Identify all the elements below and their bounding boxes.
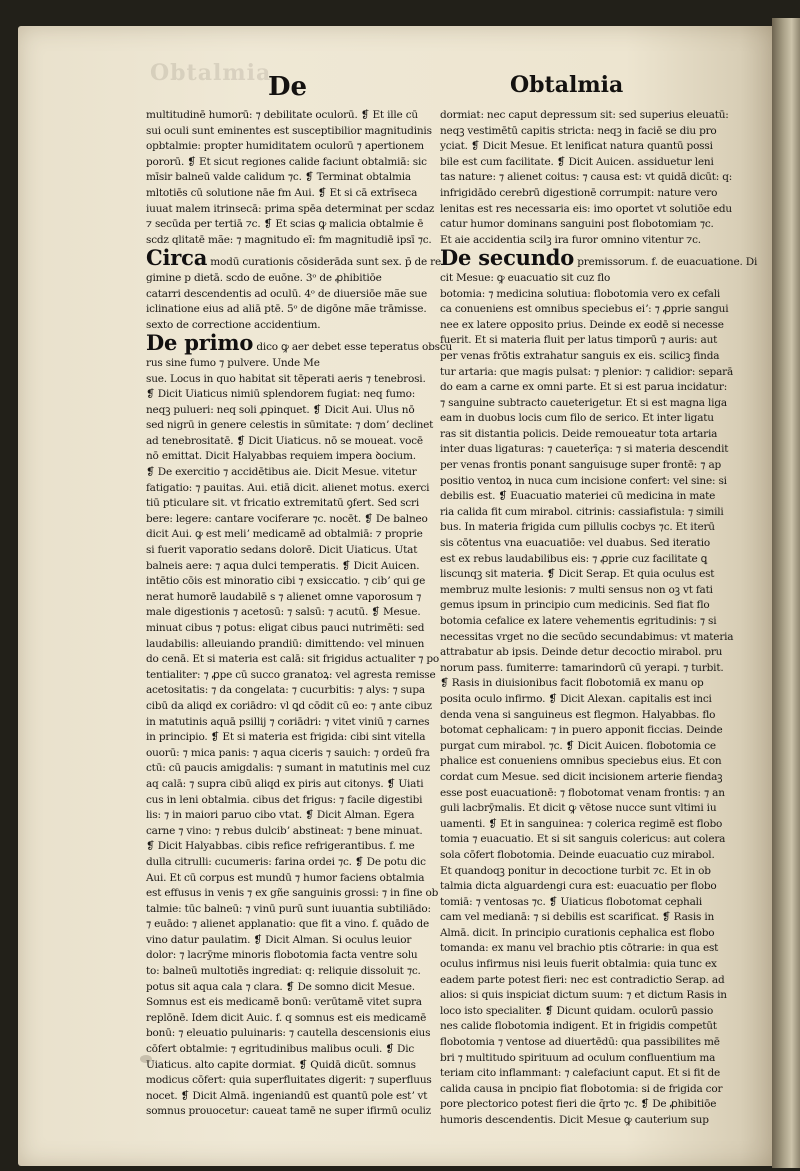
text-line: humoris descendentis. Dicit Mesue ꝙ cauterium sup [440,1114,709,1126]
text-line: ⁊ secūda per tertiā ⁊c. ❡ Et scias ꝙ malicia obtalmie ē [146,218,424,231]
text-line: cōfert obtalmie: ⁊ egritudinibus malibus oculi. ❡ Dic [146,1043,415,1056]
text-line: membruz multe lesionis: ⁊ multi sensus non oꝫ vt fati [440,583,713,596]
text-line: necessitas vrget no die secūdo secundabimus: vt materia [440,630,734,643]
text-line: male digestionis ⁊ acetosū: ⁊ salsū: ⁊ acutū. ❡ Mesue. [146,606,421,619]
text-line: mltotiēs cū solutione nāe fm Aui. ❡ Et si cā extrīseca [146,186,418,199]
text-line: per venas frontis ponant sanguisuge super frontē: ⁊ ap [440,459,722,472]
text-line: eadem parte potest fieri: nec est contradictio Serap. ad [440,973,725,986]
text-line: Et quandoqꝫ ponitur in decoctione turbit ⁊c. Et in ob [440,864,711,877]
text-line: positio ventoꝝ in nuca cum incisione confert: vel sine: si [440,474,727,487]
text-line: tas nature: ⁊ alienet coitus: ⁊ causa est: vt quidā dicūt: q: [440,171,733,184]
text-line: ❡ Dicit Halyabbas. cibis refice refrigerantibus. f. me [146,840,415,853]
text-line: ❡ De exercitio ⁊ accidētibus aie. Dicit Mesue. vitetur [146,466,417,479]
text-line: si fuerit vaporatio sedans dolorē. Dicit Uiaticus. Utat [146,544,418,557]
text-line: scdz qlitatē mãe: ⁊ magnitudo eī: fm magnitudiē ipsī ⁊c. [146,233,432,246]
running-header-left: De [268,72,308,102]
text-line: do eam a carne ex omni parte. Et si est parua incidatur: [440,381,728,394]
text-line: lis: ⁊ in maiori paruo cibo vtat. ❡ Dicit Alman. Egera [146,809,415,822]
text-line: lenitas est res necessaria eis: imo oportet vt solutiōe edu [440,202,732,215]
text-line: cordat cum Mesue. sed dicit incisionem arterie fiendaꝫ [440,770,723,783]
text-line: tur artaria: que magis pulsat: ⁊ plenior: ⁊ calidior: separā [440,365,734,378]
text-line: dicit Aui. ꝙ est meliʼ medicamē ad obtalmiā: ⁊ proprie [146,528,423,541]
text-line: cibū da aliqd ex coriādro: vl ꝗd cōdit cū eo: ⁊ ante cibuz [146,699,432,712]
text-line: ras sit distantia policis. Deide remoueatur tota artaria [440,427,718,440]
text-line: neqꝫ pulueri: neq soli ꝓpinquet. ❡ Dicit Aui. Ulus nō [146,403,415,416]
text-line: purgat cum mirabol. ⁊c. ❡ Dicit Auicen. flobotomia ce [440,739,716,752]
text-line: Almā. dicit. In principio curationis cephalica est flobo [440,926,715,939]
line-rest: modū curationis cōsiderāda sunt sex. p̄ de re [207,256,441,269]
text-line: nes calide flobotomia indigent. Et in frigidis competūt [440,1020,717,1033]
section-initial: Circa [146,245,208,271]
text-line: pore plectorico potest fieri die q̄rto ⁊c. ❡ De ꝓhibitiōe [440,1098,717,1111]
text-line: fatigatio: ⁊ pauitas. Aui. etiā dicit. alienet motus. exerci [146,481,430,494]
text-line: loco isto specialiter. ❡ Dicunt quidam. oculorū passio [440,1004,714,1017]
text-line: mīsir balneū valde calidum ⁊c. ❡ Terminat obtalmia [146,171,411,184]
text-line: bile est cum facilitate. ❡ Dicit Auicen. assiduetur leni [440,155,714,168]
text-line: multitudinē humorū: ⁊ debilitate oculorū. ❡ Et ille cū [146,109,418,121]
text-line: nee ex latere opposito prius. Deinde ex eodē si necesse [440,318,724,331]
text-line: carne ⁊ vino: ⁊ rebus dulcibʼ abstineat: ⁊ bene minuat. [146,824,423,837]
text-line: opbtalmie: propter humiditatem oculorū ⁊ apertionem [146,140,424,153]
text-line: Et aie accidentia scilꝫ ira furor omnino vitentur ⁊c. [440,233,701,246]
text-line: est ex rebus laudabilibus eis: ⁊ ꝓprie cuz facilitate ꝗ [440,552,708,565]
text-line: cus in leni obtalmia. cibus det frigus: ⁊ facile digestibi [146,793,423,806]
text-line: ❡ Dicit Uiaticus nimiū splendorem fugiat: neq fumo: [146,388,416,401]
text-line: iuuat malem itrinsecā: prima spēa determinat per scdaz [146,202,435,215]
text-line: iclinatione eius ad aliā ptē. 5ᵒ de digōne mãe trāmisse. [146,303,427,316]
text-line: ad tenebrositatē. ❡ Dicit Uiaticus. nō se moueat. vocē [146,434,423,447]
text-line: to: balneū multotiēs ingrediat: q: reliquie dissoluit ⁊c. [146,965,421,978]
text-line: tentialiter: ⁊ ꝓpe cū succo granatoꝝ: vel agresta remisse [146,668,436,681]
text-line: neqꝫ vestimētū capitis stricta: neqꝫ in faciē se diu pro [440,124,717,137]
text-line: pororū. ❡ Et sicut regiones calide faciunt obtalmiā: sic [146,155,427,168]
text-line: in matutinis aquā psillij ⁊ coriādri: ⁊ vitet viniū ⁊ carnes [146,715,430,728]
text-line: modicus cōfert: quia superfluitates digerit: ⁊ superfluus [146,1074,432,1087]
text-line: guli lacbrȳmalis. Et dicit ꝙ vētose nucce sunt vltimi iu [440,802,717,815]
text-line: norum pass. fumiterre: tamarindorū cū yerapi. ⁊ turbit. [440,661,724,674]
text-line: Somnus est eis medicamē bonū: verūtamē vitet supra [146,996,422,1009]
text-line: denda vena si sanguineus est flegmon. Halyabbas. flo [440,708,716,721]
text-line: posita oculo infirmo. ❡ Dicit Alexan. capitalis est inci [440,692,712,705]
text-line: gemus ipsum in principio cum medicinis. Sed fiat flo [440,599,710,612]
text-line: ⁊ sanguine subtracto caueterigetur. Et si est magna liga [440,396,727,409]
text-line: tomiā: ⁊ ventosas ⁊c. ❡ Uiaticus flobotomat cephali [440,895,702,908]
text-line: nocet. ❡ Dicit Almā. ingeniandū est quantū pole estʼ vt [146,1089,428,1102]
text-line: debilis est. ❡ Euacuatio materiei cū medicina in mate [440,490,716,503]
text-line: tiū pticulare sit. vt fricatio extremitatū ꝯfert. Sed scri [146,497,419,510]
text-line: ria calida fit cum mirabol. citrinis: cassiafistula: ⁊ simili [440,505,724,518]
text-line: ⁊ euādo: ⁊ alienet applanatio: que fit a vino. f. quādo de [146,918,430,931]
text-line: sexto de correctione accidentium. [146,318,321,331]
text-line [146,330,453,356]
text-line: Uiaticus. alto capite dormiat. ❡ Quidā dicūt. somnus [146,1058,416,1071]
text-line: nerat humorē laudabilē s ⁊ alienet omne vaporosum ⁊ [146,590,422,603]
text-line: eam in duobus locis cum filo de serico. Et inter ligatu [440,412,714,425]
text-line: intētio cōis est minoratio cibi ⁊ exsiccatio. ⁊ cibʼ qui ge [146,575,426,588]
text-line: ouorū: ⁊ mica panis: ⁊ aqua ciceris ⁊ sauich: ⁊ ordeū fra [146,746,430,759]
text-line: catarri descendentis ad oculū. 4ᵒ de diuersiōe mãe sue [146,287,427,300]
text-line: oculus infirmus nisi leuis fuerit obtalmia: quia tunc ex [440,958,717,971]
facing-page-edge [772,18,800,1168]
text-line: talmie: tūc balneū: ⁊ vinū purū sunt iuuantia subtiliādo: [146,902,431,915]
text-line: ❡ Rasis in diuisionibus facit flobotomiā ex manu op [440,677,704,690]
text-line: inter duas ligaturas: ⁊ caueterīça: ⁊ si materia descendit [440,443,729,456]
text-line: tomanda: ex manu vel brachio ptis cōtrarie: in qua est [440,942,719,955]
text-line: replōnē. Idem dicit Auic. f. q somnus est eis medicamē [146,1011,427,1024]
text-line: uamenti. ❡ Et in sanguinea: ⁊ colerica regimē est flobo [440,817,723,830]
text-line: sui oculi sunt eminentes est susceptibilior magnitudinis [146,124,432,137]
text-line: gimine p dietā. scdo de euōne. 3ᵒ de ꝓhibitiōe [146,271,382,284]
text-line: infrigidādo cerebrū digestionē corrumpit: nature vero [440,186,718,199]
text-line: do cenā. Et si materia est calā: sit frigidus actualiter ⁊ po [146,653,440,666]
text-line: vino datur paulatim. ❡ Dicit Alman. Si oculus leuior [146,933,412,946]
text-line: dormiat: nec caput depressum sit: sed superius eleuatū: [440,109,729,121]
ink-stain [140,1055,152,1063]
text-line: dulla citrulli: cucumeris: farina ordei ⁊c. ❡ De potu dic [146,855,426,868]
bleed-through-text: Obtalmia [150,60,272,86]
text-line: bonū: ⁊ eleuatio puluinaris: ⁊ cautella descensionis eius [146,1027,431,1040]
text-line: minuat cibus ⁊ potus: eligat cibus pauci nutrimēti: sed [146,622,425,634]
text-line: flobotomia ⁊ ventose ad diuertēdū: qua passibilites mē [440,1036,720,1049]
text-line: botomia cefalice ex latere vehementis egritudinis: ⁊ si [440,615,717,627]
text-line: nō emittat. Dicit Halyabbas requiem impera ꝺocium. [146,450,416,463]
text-line: talmia dicta alguardengi cura est: euacuatio per flobo [440,880,717,893]
text-line: cam vel medianā: ⁊ si debilis est scarificat. ❡ Rasis in [440,911,715,924]
text-line: ca conueniens est omnibus speciebus eiʼ: ⁊ ꝓprie sangui [440,303,729,316]
text-line: sue. Locus in quo habitat sit tēperati aeris ⁊ tenebrosi. [146,372,426,385]
text-line: tomia ⁊ euacuatio. Et si sit sanguis colericus: aut colera [440,833,726,846]
text-line: calida causa in pncipio fiat flobotomia: si de frigida cor [440,1082,723,1095]
text-line: potus sit aqua cala ⁊ clara. ❡ De somno dicit Mesue. [146,980,415,993]
text-line: dolor: ⁊ lacrȳme minoris flobotomia facta ventre solu [146,949,418,962]
text-line: catur humor dominans sanguini post flobotomiam ⁊c. [440,218,714,231]
line-rest: premissorum. f. de euacuatione. Di [574,256,758,269]
text-line: liscunqꝫ sit materia. ❡ Dicit Serap. Et quia oculus est [440,568,715,581]
right-text-column [440,108,758,1129]
text-line: Aui. Et cū corpus est mundū ⁊ humor faciens obtalmia [146,871,425,884]
text-line: sis cōtentus vna euacuatiōe: vel duabus. Sed iteratio [440,537,710,550]
section-initial: De secundo [440,245,575,271]
text-line: teriam cito inflammant: ⁊ calefaciunt caput. Et si fit de [440,1067,721,1080]
running-header-right: Obtalmia [510,72,624,98]
text-line: in principio. ❡ Et si materia est frigida: cibi sint vitella [146,731,426,744]
text-line: bus. In materia frigida cum pillulis cocbys ⁊c. Et iterū [440,521,715,534]
text-line: rus sine fumo ⁊ pulvere. Unde Me [146,356,320,369]
text-line: est effusus in venis ⁊ ex gñe sanguinis grossi: ⁊ in fine ob [146,887,439,900]
text-line: sed nigrū in genere celestis in sūmitate: ⁊ domʼ declinet [146,419,434,432]
text-line: attrabatur ab ipsis. Deinde detur decoctio mirabol. pru [440,646,723,659]
text-line: fuerit. Et si materia fluit per latus timporū ⁊ auris: aut [440,334,718,347]
line-rest: dico ꝙ aer debet esse teperatus obscu [253,341,453,354]
text-line: ctū: cū paucis amigdalis: ⁊ sumant in matutinis mel cuz [146,762,431,775]
text-line: botomia: ⁊ medicina solutiua: flobotomia vero ex cefali [440,287,721,300]
text-line [146,245,441,271]
text-line: sola cōfert flobotomia. Deinde euacuatio cuz mirabol. [440,848,715,861]
text-line: somnus prouocetur: caueat tamē ne super ifirmū oculiz [146,1105,432,1118]
text-line: aq calā: ⁊ supra cibū aliqd ex piris aut citonys. ❡ Uiati [146,777,424,790]
text-line: per venas frōtis extrahatur sanguis ex eis. scilicꝫ finda [440,349,720,362]
text-line: phalice est conueniens omnibus speciebus eius. Et con [440,755,722,768]
left-text-column [146,108,453,1120]
text-line: bri ⁊ multitudo spirituum ad oculum confluentium ma [440,1051,716,1064]
text-line: laudabilis: alleuiando prandiū: dimittendo: vel minuen [146,637,425,650]
text-line: botomat cephalicam: ⁊ in puero apponit ficcias. Deinde [440,724,723,737]
text-line: alios: si quis inspiciat dictum suum: ⁊ et dictum Rasis in [440,989,727,1002]
text-line: yciat. ❡ Dicit Mesue. Et lenificat natura quantū possi [440,140,713,153]
text-line: cit Mesue: ꝙ euacuatio sit cuz flo [440,271,611,284]
text-line: esse post euacuationē: ⁊ flobotomat venam frontis: ⁊ an [440,786,725,799]
text-line: bere: legere: cantare vociferare ⁊c. nocēt. ❡ De balneo [146,512,428,525]
section-initial: De primo [146,330,254,356]
text-line: balneis aere: ⁊ aqua dulci temperatis. ❡ Dicit Auicen. [146,559,420,572]
text-line: acetositatis: ⁊ da congelata: ⁊ cucurbitis: ⁊ alys: ⁊ supa [146,684,425,697]
text-line [440,245,758,271]
